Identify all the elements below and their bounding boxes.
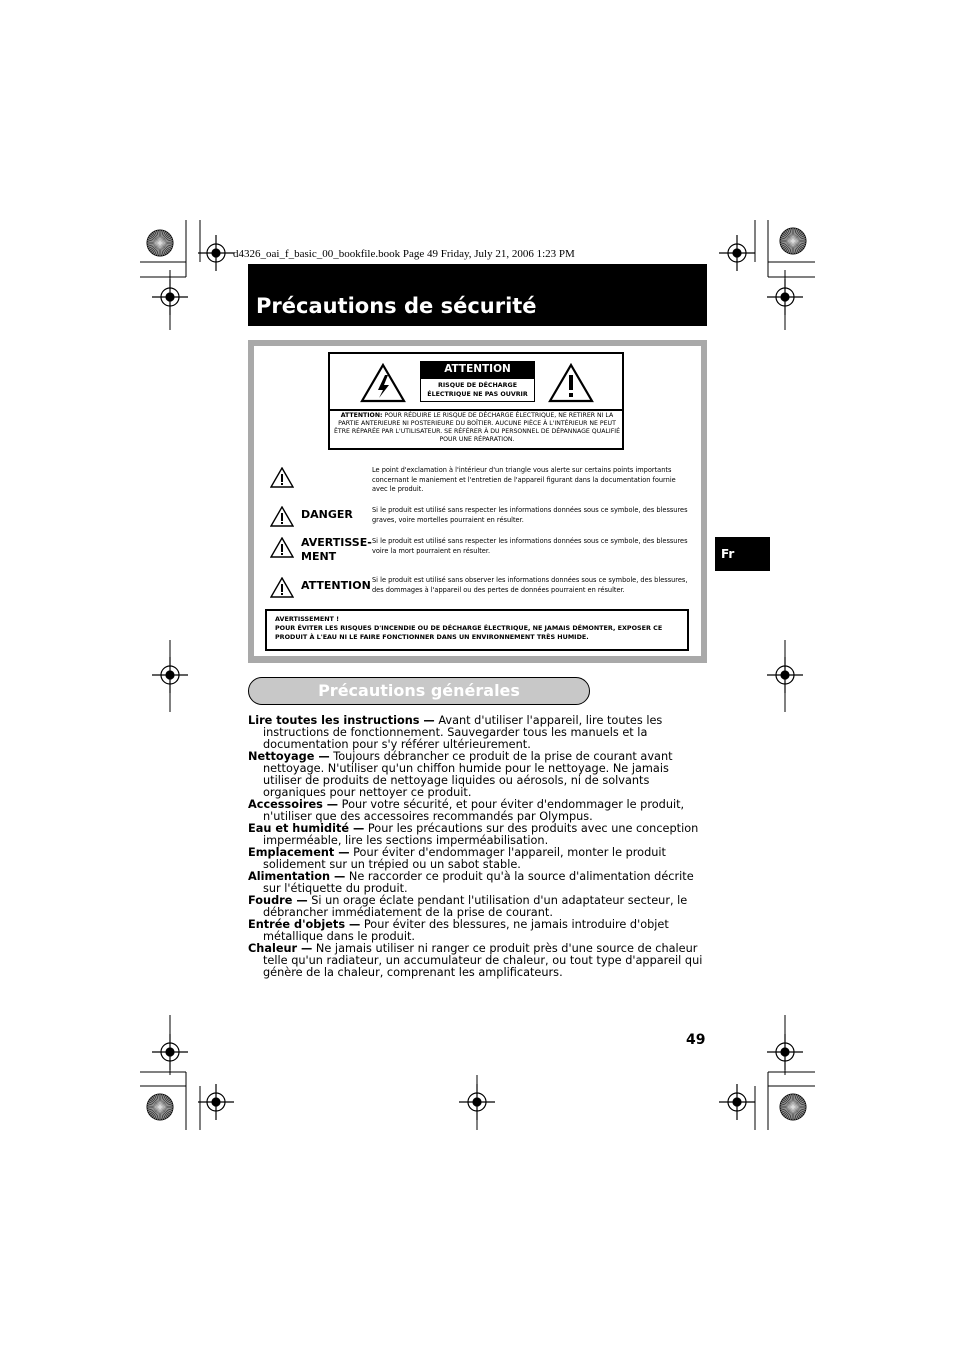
symbol-word-danger: DANGER (301, 508, 353, 521)
symbol-word-avertissement-1: AVERTISSE- (301, 536, 372, 549)
lightning-warning-icon (360, 363, 406, 403)
avertissement-box (265, 609, 689, 651)
registration-rosette (147, 1094, 173, 1120)
caution-text (334, 412, 620, 444)
registration-rosette (780, 1094, 806, 1120)
avertissement-line-1: POUR ÉVITER LES RISQUES D'INCENDIE OU DE DÉCHARGE ÉLECTRIQUE, NE JAMAIS DÉMONTER, EXPOSER CE (275, 624, 663, 632)
risk-line-2: ÉLECTRIQUE NE PAS OUVRIR (427, 391, 528, 398)
registration-rosette (147, 230, 173, 256)
term-text: Pour éviter d'endommager l'appareil, monter le produit solidement sur un trépied ou un sabot stable. (263, 846, 666, 871)
caution-text-bold: ATTENTION: (340, 412, 383, 419)
exclamation-triangle-icon (270, 467, 294, 488)
registration-crosshair (459, 1084, 495, 1120)
registration-crosshair (152, 1034, 188, 1070)
term-text: Toujours débrancher ce produit de la prise de courant avant nettoyage. N'utiliser qu'un chiffon humide pour le nettoyage. Ne jamais utiliser de produits de nettoyage liquides ou aérosols, ni de solvants organiques pour nettoyer ce produit. (263, 750, 673, 799)
caution-label-box (328, 352, 624, 450)
term-text: Si un orage éclate pendant l'utilisation d'un adaptateur secteur, le débrancher immédiatement de la prise de courant. (263, 894, 688, 919)
symbol-desc-avertissement: Si le produit est utilisé sans respecter les informations données sous ce symbole, des blessures voire la mort pourraient en résulter. (372, 537, 688, 555)
term: Entrée d'objets — (248, 918, 361, 931)
term: Accessoires — (248, 798, 339, 811)
risk-line-1: RISQUE DE DÉCHARGE (437, 382, 518, 389)
attention-triangle-icon (270, 577, 294, 598)
term: Lire toutes les instructions — (248, 714, 435, 727)
term-text: Avant d'utiliser l'appareil, lire toutes les instructions de fonctionnement. Sauvegarder tous les manuels et la documentation pour s'y référer ultérieurement. (263, 714, 663, 751)
registration-crosshair (719, 1084, 755, 1120)
print-header: d4326_oai_f_basic_00_bookfile.book Page 49 Friday, July 21, 2006 1:23 PM (233, 248, 575, 260)
paragraph-entree (248, 919, 710, 943)
section-heading: Précautions générales (248, 677, 590, 705)
paragraph-eau (248, 823, 710, 847)
registration-crosshair (719, 235, 755, 271)
paragraph-chaleur (248, 943, 710, 979)
term: Chaleur — (248, 942, 313, 955)
term: Nettoyage — (248, 750, 330, 763)
language-tab: Fr (715, 537, 770, 571)
registration-crosshair (198, 235, 234, 271)
registration-crosshair (767, 279, 803, 315)
warning-triangle-icon (270, 537, 294, 558)
risk-label (420, 378, 535, 402)
page-title: Précautions de sécurité (256, 294, 537, 318)
term: Eau et humidité — (248, 822, 365, 835)
danger-triangle-icon (270, 506, 294, 527)
paragraph-alimentation (248, 871, 710, 895)
title-bar (248, 264, 707, 326)
exclamation-warning-icon (548, 363, 594, 403)
avertissement-line-2: PRODUIT À L'EAU NI LE FAIRE FONCTIONNER DANS UN ENVIRONNEMENT TRÈS HUMIDE. (275, 633, 589, 641)
symbol-word-avertissement (301, 536, 372, 564)
page-number: 49 (686, 1032, 706, 1048)
term-text: Pour les précautions sur des produits avec une conception imperméable, lire les sections imperméabilisation. (263, 822, 699, 847)
registration-crosshair (152, 657, 188, 693)
precautions-list (248, 715, 710, 979)
symbol-word-attention: ATTENTION (301, 579, 371, 592)
paragraph-foudre (248, 895, 710, 919)
symbol-desc-general: Le point d'exclamation à l'intérieur d'un triangle vous alerte sur certains points importants concernant le maniement et l'entretien de l'appareil figurant dans la documentation fournie avec le produit. (372, 466, 676, 493)
term: Foudre — (248, 894, 308, 907)
term-text: Ne jamais utiliser ni ranger ce produit près d'une source de chaleur telle qu'un radiateur, un accumulateur de chaleur, ou tout type d'appareil qui génère de la chaleur, comprenant les amplificateurs. (263, 942, 703, 979)
symbol-word-avertissement-2: MENT (301, 550, 337, 563)
attention-label: ATTENTION (420, 361, 535, 378)
paragraph-emplacement (248, 847, 710, 871)
symbol-desc-danger: Si le produit est utilisé sans respecter les informations données sous ce symbole, des blessures graves, voire mortelles pourraient en résulter. (372, 506, 688, 524)
paragraph-instructions (248, 715, 710, 751)
registration-crosshair (767, 657, 803, 693)
paragraph-nettoyage (248, 751, 710, 799)
registration-rosette (780, 228, 806, 254)
paragraph-accessoires (248, 799, 710, 823)
term: Alimentation — (248, 870, 346, 883)
registration-crosshair (198, 1084, 234, 1120)
term: Emplacement — (248, 846, 350, 859)
symbol-desc-attention: Si le produit est utilisé sans observer les informations données sous ce symbole, des blessures, des dommages à l'appareil ou des pertes de données pourraient en résulter. (372, 576, 688, 594)
term-text: Pour éviter des blessures, ne jamais introduire d'objet métallique dans le produit. (263, 918, 669, 943)
avertissement-title: AVERTISSEMENT ! (275, 615, 340, 623)
caution-label-top (330, 354, 622, 411)
registration-crosshair (152, 279, 188, 315)
caution-text-body: POUR RÉDUIRE LE RISQUE DE DÉCHARGE ÉLECTRIQUE, NE RETIRER NI LA PARTIE ANTERIEURE NI POSTERIEURE DU BOÎTIER. AUCUNE PIÈCE À L'INTÉRIEUR NE PEUT ÊTRE RÉPARÉE PAR L'UTILISATEUR. SE RÉFÉRER À DU PERSONNEL DE DÉPANNAGE QUALIFIÉ POUR UNE RÉPARATION. (334, 412, 621, 443)
term-text: Ne raccorder ce produit qu'à la source d'alimentation décrite sur l'étiquette du produit. (263, 870, 694, 895)
term-text: Pour votre sécurité, et pour éviter d'endommager le produit, n'utiliser que des accessoires recommandés par Olympus. (263, 798, 685, 823)
registration-crosshair (767, 1034, 803, 1070)
